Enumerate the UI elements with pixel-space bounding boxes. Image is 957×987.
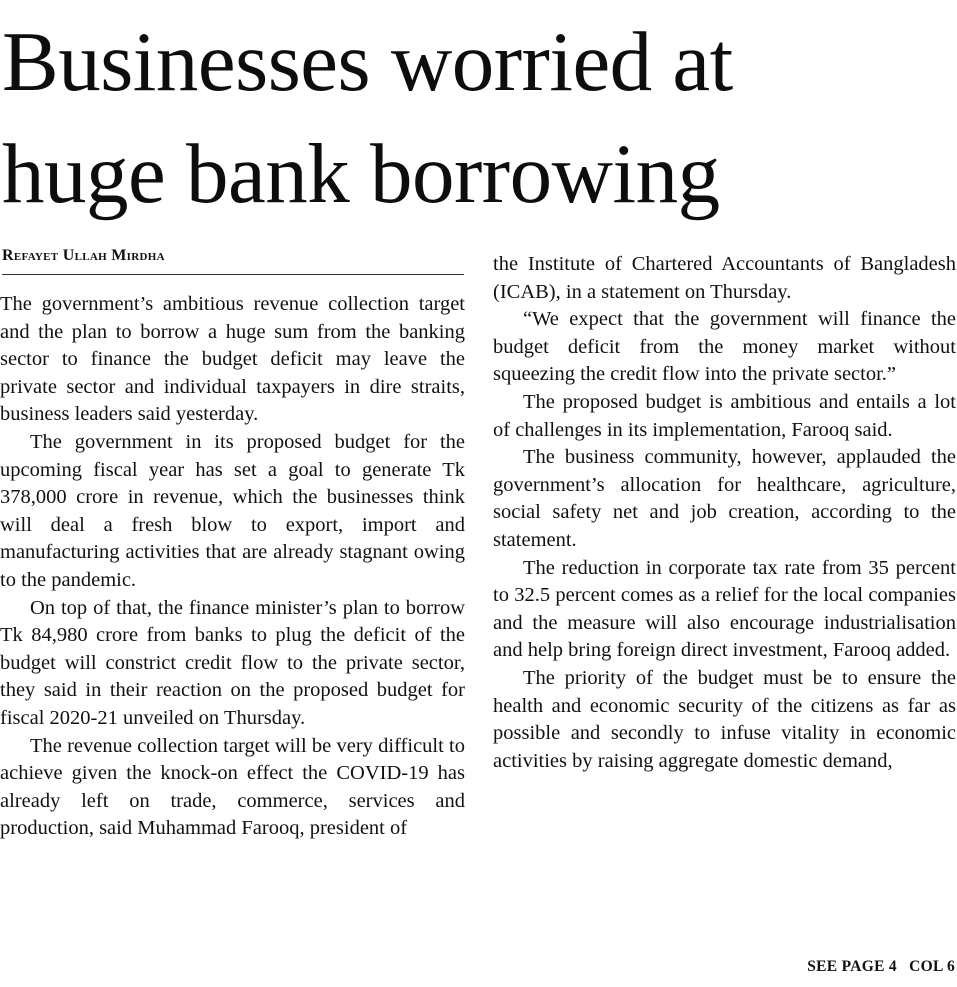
jump-page: SEE PAGE 4 <box>807 958 897 975</box>
body-paragraph-10: The priority of the budget must be to ensure the health and economic security of the citizens as far as possible and secondly to infuse vitality in economic activities by raising aggregate domestic demand, <box>493 666 956 772</box>
body-paragraph-7: The proposed budget is ambitious and entails a lot of challenges in its implementation, Farooq said. <box>493 390 956 441</box>
headline-line-1: Businesses worried at <box>2 15 733 109</box>
jump-column: COL 6 <box>909 958 955 975</box>
body-paragraph-9: The reduction in corporate tax rate from 35 percent to 32.5 percent comes as a relief for the local companies and the measure will also encourage industrialisation and help bring foreign direct investment, Farooq added. <box>493 556 956 662</box>
body-paragraph-3: On top of that, the finance minister’s plan to borrow Tk 84,980 crore from banks to plug the deficit of the budget will constrict credit flow to the private sector, they said in their reaction on the proposed budget for fiscal 2020-21 unveiled on Thursday. <box>0 596 465 729</box>
body-paragraph-2: The government in its proposed budget for the upcoming fiscal year has set a goal to generate Tk 378,000 crore in revenue, which the businesses think will deal a fresh blow to export, import and manufacturing activities that are already stagnant owing to the pandemic. <box>0 430 465 591</box>
byline: Refayet Ullah Mirdha <box>2 243 464 275</box>
article-column-left <box>0 291 465 843</box>
headline <box>2 6 952 230</box>
body-paragraph-8: The business community, however, applauded the government’s allocation for healthcare, agriculture, social safety net and job creation, according to the statement. <box>493 446 956 551</box>
continuation-jump <box>807 958 955 976</box>
body-paragraph-5: the Institute of Chartered Accountants of Bangladesh (ICAB), in a statement on Thursday. <box>493 253 956 303</box>
body-paragraph-6: “We expect that the government will finance the budget deficit from the money market without squeezing the credit flow into the private sector.” <box>493 308 956 386</box>
article-column-right <box>493 251 956 775</box>
body-paragraph-1: The government’s ambitious revenue collection target and the plan to borrow a huge sum from the banking sector to finance the budget deficit may leave the private sector and individual taxpayers in dire straits, business leaders said yesterday. <box>0 293 465 426</box>
body-paragraph-4: The revenue collection target will be very difficult to achieve given the knock-on effect the COVID-19 has already left on trade, commerce, services and production, said Muhammad Farooq, president of <box>0 734 465 840</box>
headline-line-2: huge bank borrowing <box>2 127 720 221</box>
